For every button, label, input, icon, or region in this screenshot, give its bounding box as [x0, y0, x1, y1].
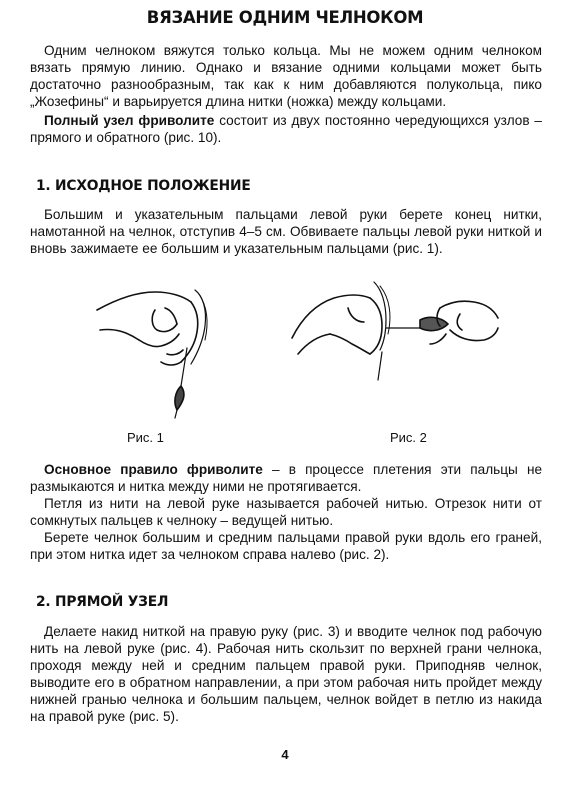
full-knot-paragraph	[30, 112, 542, 146]
main-rule-text: – в процессе плетения эти пальцы не размыкаются и нитка между ними не протягивается.	[30, 462, 543, 494]
full-knot-term: Полный узел фриволите	[44, 113, 215, 128]
figure-2-caption: Рис. 2	[390, 430, 427, 445]
page-number: 4	[281, 747, 289, 762]
start-position-paragraph: Большим и указательным пальцами левой руки берете конец нитки, намотанной на челнок, отступив 4–5 см. Обвиваете пальцы левой руки ниткой и вновь зажимаете ее большим и указательным пальцами (рис. 1).	[30, 207, 542, 256]
figure-2-illustration	[290, 268, 500, 408]
main-rule-term: Основное правило фриволите	[44, 462, 263, 477]
hold-shuttle-paragraph: Берете челнок большим и средним пальцами правой руки вдоль его граней, при этом нитка идет за челноком справа налево (рис. 2).	[30, 530, 542, 562]
working-thread-paragraph: Петля из нити на левой руке называется рабочей нитью. Отрезок нити от сомкнутых пальцев к челноку – ведущей нитью.	[30, 496, 542, 528]
section2-heading: 2. ПРЯМОЙ УЗЕЛ	[36, 594, 169, 610]
section1-heading: 1. ИСХОДНОЕ ПОЛОЖЕНИЕ	[36, 178, 251, 194]
figure-1-caption: Рис. 1	[127, 430, 164, 445]
page-title: ВЯЗАНИЕ ОДНИМ ЧЕЛНОКОМ	[146, 8, 424, 27]
figure-1-illustration	[95, 270, 245, 420]
straight-knot-paragraph: Делаете накид ниткой на правую руку (рис. 3) и вводите челнок под рабочую нить на левой руке (рис. 4). Рабочая нить скользит по верхней грани челнока, проходя между ней и средним пальцем правой руки. Приподняв челнок, выводите его в обратном направлении, а при этом рабочая нить пройдет между нижней гранью челнока и большим пальцем, челнок войдет в петлю из накида на правой руке (рис. 5).	[30, 624, 542, 724]
full-knot-text: состоит из двух постоянно чередующихся узлов – прямого и обратного (рис. 10).	[30, 113, 542, 145]
main-rule-paragraph	[30, 461, 542, 495]
intro-paragraph: Одним челноком вяжутся только кольца. Мы не можем одним челноком вязать прямую линию. Однако и вязание одними кольцами может быть достаточно разнообразным, так как к ним добавляются полукольца, пико „Жозефины“ и варьируется длина нитки (ножка) между кольцами.	[30, 43, 542, 109]
